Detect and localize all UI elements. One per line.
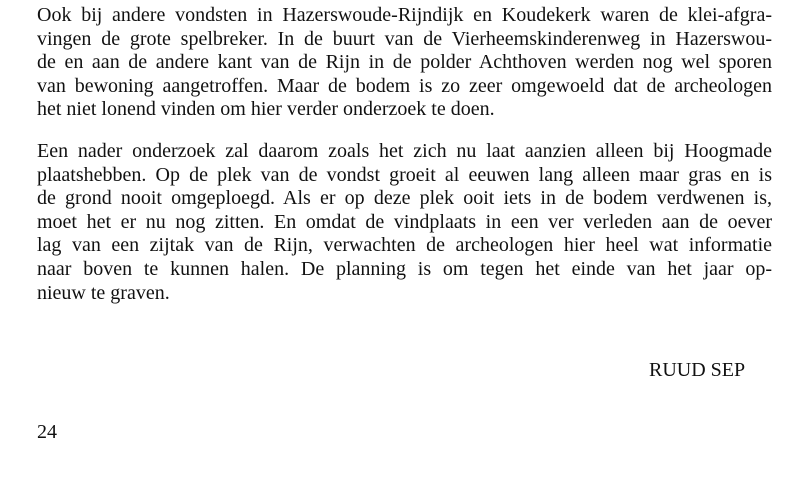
- text-line: de grond nooit omgeploegd. Als er op deze plek ooit iets in de bodem verdwenen is,: [37, 187, 772, 210]
- author-signature: RUUD SEP: [649, 359, 746, 381]
- text-line: van bewoning aangetroffen. Maar de bodem is zo zeer omgewoeld dat de archeologen: [37, 74, 772, 97]
- text-line: plaatshebben. Op de plek van de vondst groeit al eeuwen lang alleen maar gras en is: [37, 163, 772, 186]
- text-line: lag van een zijtak van de Rijn, verwachten de archeologen hier heel wat informatie: [37, 234, 772, 257]
- text-line: de en aan de andere kant van de Rijn in de polder Achthoven werden nog wel sporen: [37, 51, 772, 74]
- text-line: moet het er nu nog zitten. En omdat de vindplaats in een ver verleden aan de oever: [37, 210, 772, 233]
- paragraph-2: [37, 140, 772, 305]
- page-number: 24: [37, 421, 57, 443]
- paragraph-1: [37, 4, 772, 122]
- article-body: [37, 4, 772, 305]
- text-line: nieuw te graven.: [37, 281, 170, 304]
- text-line: Een nader onderzoek zal daarom zoals het zich nu laat aanzien alleen bij Hoogmade: [37, 139, 772, 162]
- text-line: Ook bij andere vondsten in Hazerswoude-Rijndijk en Koudekerk waren de klei-afgra-: [37, 4, 772, 26]
- text-line: vingen de grote spelbreker. In de buurt van de Vierheemskinderenweg in Hazerswou-: [37, 27, 772, 50]
- text-line: het niet lonend vinden om hier verder onderzoek te doen.: [37, 98, 495, 121]
- text-line: naar boven te kunnen halen. De planning is om tegen het einde van het jaar op-: [37, 257, 772, 280]
